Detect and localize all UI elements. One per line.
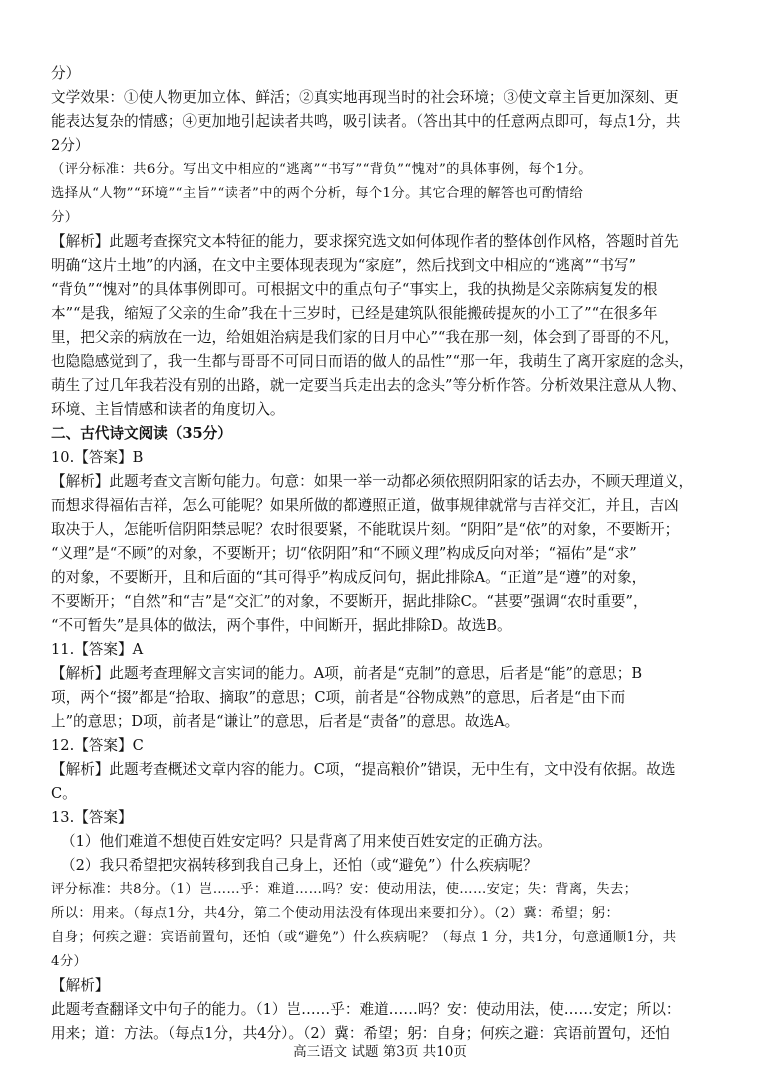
text-line: （1）他们难道不想使百姓安定吗？只是背离了用来使百姓安定的正确方法。 (61, 833, 552, 850)
text-line: 分） (51, 65, 81, 82)
text-line: 评分标准：共8分。（1）岂……乎：难道……吗？安：使动用法，使……安定；失：背离，失去； (51, 882, 638, 897)
text-line: 能表达复杂的情感；④更加地引起读者共鸣，吸引读者。（答出其中的任意两点即可，每点1分，共 (51, 113, 681, 130)
answer-label: 11.【答案】A (51, 641, 144, 658)
text-line: 【解析】此题考查探究文本特征的能力，要求探究选文如何体现作者的整体创作风格，答题时首先 (51, 233, 679, 250)
text-line: 取决于人，怎能听信阴阳禁忌呢？农时很要紧，不能耽误片刻。“阴阳”是“依”的对象，不要断开； (51, 521, 680, 538)
text-line: 2分） (51, 137, 90, 154)
text-line: 的对象，不要断开，且和后面的“其可得乎”构成反问句，据此排除A。“正道”是“遵”的对象， (51, 569, 647, 586)
answer-label: 13.【答案】 (51, 809, 133, 826)
text-line: 此题考查翻译文中句子的能力。（1）岂……乎：难道……吗？安：使动用法，使……安定；所以： (51, 1001, 681, 1018)
text-line: 【解析】此题考查理解文言实词的能力。A项，前者是“克制”的意思，后者是“能”的意思；B (51, 665, 643, 682)
text-line: 本”“是我，缩短了父亲的生命”我在十三岁时，已经是建筑队很能搬砖提灰的小工了”“在很多年 (51, 305, 658, 322)
text-line: 环境、主旨情感和读者的角度切入。 (51, 401, 285, 418)
text-line: 【解析】 (51, 977, 110, 994)
answer-label: 10.【答案】B (51, 449, 144, 466)
page-footer: 高三语文 试题 第3页 共10页 (293, 1044, 467, 1060)
text-line: 【解析】此题考查概述文章内容的能力。C项，“提高粮价”错误，无中生有，文中没有依据。故选 (51, 761, 676, 778)
section-heading: 二、古代诗文阅读（35分） (51, 425, 232, 442)
text-line: 项，两个“掇”都是“拾取、摘取”的意思；C项，前者是“谷物成熟”的意思，后者是“由下而 (51, 689, 626, 706)
answer-label: 12.【答案】C (51, 737, 144, 754)
text-line: 而想求得福佑吉祥，怎么可能呢？如果所做的都遵照正道，做事规律就常与吉祥交汇，并且，吉凶 (51, 497, 679, 514)
text-line: 【解析】此题考查文言断句能力。句意：如果一举一动都必须依照阴阳家的话去办，不顾天理道义， (51, 473, 694, 490)
text-line: （评分标准：共6分。写出文中相应的“逃离”“书写”“背负”“愧对”的具体事例，每个1分。 (51, 162, 592, 177)
text-line: 也隐隐感觉到了，我一生都与哥哥不可同日而语的做人的品性”“那一年，我萌生了离开家庭的念头， (51, 353, 694, 370)
text-line: 萌生了过几年我若没有别的出路，就一定要当兵走出去的念头”等分析作答。分析效果注意从人物、 (51, 377, 686, 394)
text-line: “背负”“愧对”的具体事例即可。可根据文中的重点句子“事实上，我的执拗是父亲陈病复发的根 (51, 281, 658, 298)
text-line: “不可暂失”是具体的做法，两个事件，中间断开，据此排除D。故选B。 (51, 617, 512, 634)
text-line: 所以：用来。（每点1分，共4分，第二个使动用法没有体现出来要扣分）。（2）冀：希望；躬： (51, 906, 620, 921)
text-line: 不要断开；“自然”和“吉”是“交汇”的对象，不要断开，据此排除C。“甚要”强调“农时重要”， (51, 593, 648, 610)
text-line: （2）我只希望把灾祸转移到我自己身上，还怕（或“避免”）什么疾病呢？ (61, 857, 538, 874)
text-line: C。 (51, 785, 77, 802)
text-line: 里，把父亲的病放在一边，给姐姐治病是我们家的日月中心”“我在那一刻，体会到了哥哥的不凡， (51, 329, 679, 346)
text-line: 4分） (51, 954, 88, 969)
text-line: 用来；道：方法。（每点1分，共4分）。（2）冀：希望；躬：自身；何疾之避：宾语前置句，还怕 (51, 1025, 670, 1042)
text-line: “义理”是“不顾”的对象，不要断开；切“依阴阳”和“不顾义理”构成反向对举；“福佑”是“求” (51, 545, 637, 562)
text-line: 文学效果：①使人物更加立体、鲜活；②真实地再现当时的社会环境；③使文章主旨更加深刻、更 (51, 89, 679, 106)
text-line: 分） (51, 210, 79, 225)
text-line: 选择从“人物”“环境”“主旨”“读者”中的两个分析，每个1分。其它合理的解答也可酌情给 (51, 186, 584, 201)
text-line: 上”的意思；D项，前者是“谦让”的意思，后者是“责备”的意思。故选A。 (51, 713, 520, 730)
text-line: 自身；何疾之避：宾语前置句，还怕（或“避免”）什么疾病呢？（每点 1 分，共1分，句意通顺1分，共 (51, 930, 677, 945)
text-line: 明确“这片土地”的内涵，在文中主要体现表现为“家庭”，然后找到文中相应的“逃离”“书写” (51, 257, 637, 274)
